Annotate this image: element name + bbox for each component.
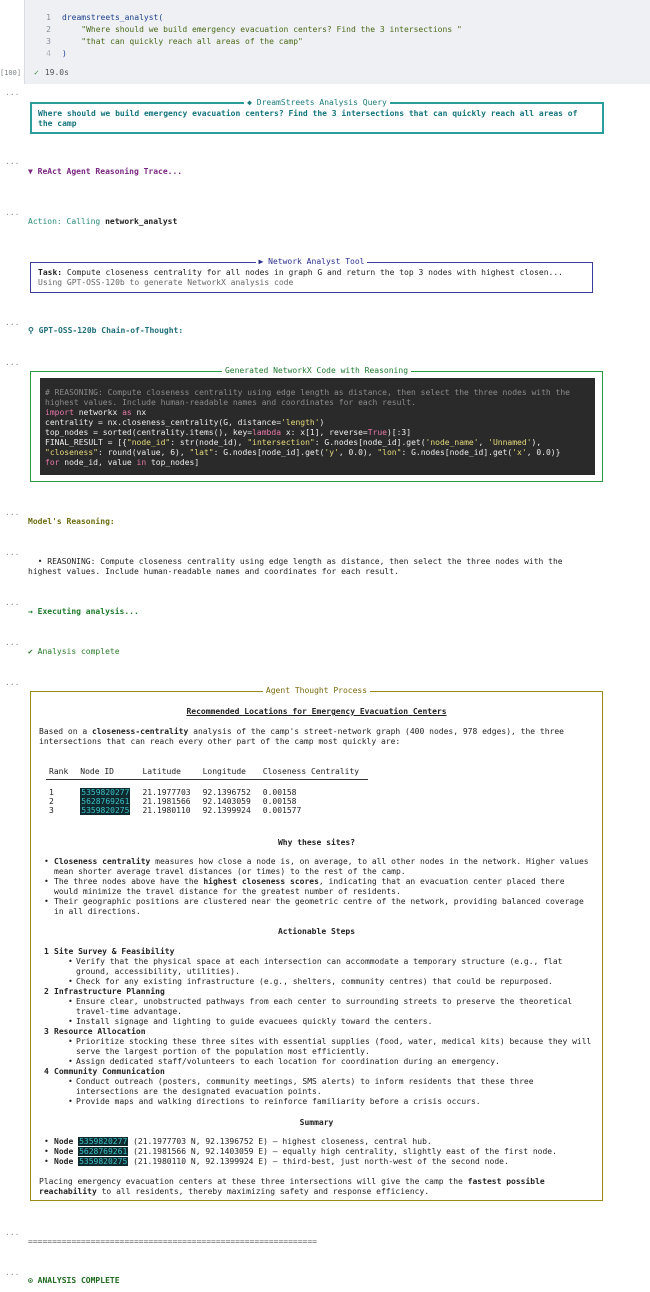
tool-subtext: Using GPT-OSS-120b to generate NetworkX analysis code: [38, 278, 294, 287]
generated-code-panel: [30, 366, 603, 482]
code-editor[interactable]: [25, 12, 650, 60]
line-number: 1: [46, 13, 51, 22]
action-prefix: Action: Calling: [28, 217, 106, 226]
tool-task: [38, 268, 563, 277]
output-ellipsis[interactable]: ...: [5, 548, 20, 557]
code-line: centrality = nx.closeness_centrality(G, distance='length'): [45, 418, 325, 427]
list-item: • Closeness centrality measures how close a node is, on average, to all other nodes in the network. Higher values mean shorter average travel distances (or times) to the rest of the camp.: [44, 857, 589, 876]
results-heading: Recommended Locations for Emergency Evacuation Centers: [186, 707, 447, 716]
why-list: [39, 857, 592, 917]
step-heading: 3 Resource Allocation: [44, 1027, 146, 1036]
query-panel: [30, 98, 604, 134]
code-cell[interactable]: [24, 0, 650, 84]
execution-duration: 19.0s: [44, 68, 69, 77]
code-line-2: "Where should we build emergency evacuation centers? Find the 3 intersections ": [62, 25, 462, 34]
code-line-4: ): [62, 49, 67, 58]
network-analyst-panel: [30, 257, 593, 293]
table-row: 1 5359820277 21.1977703 92.1396752 0.00158: [49, 788, 297, 797]
check-icon: ✓: [34, 68, 39, 77]
agent-thought-panel: [30, 686, 603, 1201]
task-label: Task:: [38, 268, 63, 277]
output-ellipsis[interactable]: ...: [5, 88, 20, 97]
list-item: • Assign dedicated staff/volunteers to each location for coordination during an emergency.: [68, 1057, 500, 1066]
results-table: [46, 767, 368, 815]
steps-list: [39, 947, 592, 1107]
why-heading: Why these sites?: [277, 838, 356, 847]
node-id-badge: 5359820275: [81, 806, 130, 815]
execution-count: [100]: [0, 69, 22, 77]
steps-heading: Actionable Steps: [277, 927, 356, 936]
action-tool-name: network_analyst: [105, 217, 178, 226]
code-line-3: "that can quickly reach all areas of the camp": [62, 37, 303, 46]
list-item: • Verify that the physical space at each intersection can accommodate a temporary structure (e.g., flat ground, accessibility, utilities).: [68, 957, 563, 976]
query-panel-title: ◆ DreamStreets Analysis Query: [244, 98, 390, 107]
list-item: • Check for any existing infrastructure (e.g., shelters, community centres) that could be repurposed.: [68, 977, 553, 986]
list-item: • Node 5359820277 (21.1977703 N, 92.1396752 E) — highest closeness, central hub.: [44, 1137, 432, 1146]
code-line: "closeness": round(value, 6), "lat": G.nodes[node_id].get('y', 0.0), "lon": G.nodes[node_id].get('x', 0.0)}: [45, 448, 561, 457]
node-id-badge: 5628769261: [79, 1147, 128, 1156]
task-text: Compute closeness centrality for all nodes in graph G and return the top 3 nodes with highest closen...: [62, 268, 563, 277]
query-text: Where should we build emergency evacuation centers? Find the 3 intersections that can quickly reach all areas of the camp: [38, 109, 578, 128]
output-ellipsis[interactable]: ...: [5, 208, 20, 217]
code-line: import networkx as nx: [45, 408, 147, 417]
column-header: Node ID: [77, 767, 139, 779]
generated-code-title: Generated NetworkX Code with Reasoning: [222, 366, 411, 375]
divider: ============================================================: [28, 1237, 317, 1246]
summary-list: [39, 1137, 592, 1167]
line-number: 3: [46, 37, 51, 46]
list-item: • Node 5359820275 (21.1980110 N, 92.1399924 E) — third-best, just north-west of the second node.: [44, 1157, 509, 1166]
code-comment: highest values. Include human-readable names and coordinates for each result.: [45, 398, 416, 407]
tool-panel-title: ▶ Network Analyst Tool: [256, 257, 368, 266]
executing-status: → Executing analysis...: [28, 607, 139, 616]
code-line: for node_id, value in top_nodes]: [45, 458, 200, 467]
column-header: Latitude: [139, 767, 199, 779]
model-reasoning-text: [28, 557, 608, 577]
node-id-badge: 5628769261: [81, 797, 130, 806]
code-comment: # REASONING: Compute closeness centrality using edge length as distance, then select the three nodes with the: [45, 388, 570, 397]
output-ellipsis[interactable]: ...: [5, 1228, 20, 1237]
output-ellipsis[interactable]: ...: [5, 358, 20, 367]
list-item: • Prioritize stocking these three sites with essential supplies (food, water, medical kits) because they will serve the largest portion of the population most efficiently.: [68, 1037, 592, 1056]
list-item: • Provide maps and walking directions to reinforce familiarity before a crisis occurs.: [68, 1097, 481, 1106]
node-id-badge: 5359820277: [81, 788, 130, 797]
column-header: Longitude: [200, 767, 260, 779]
output-ellipsis[interactable]: ...: [5, 157, 20, 166]
line-number: 4: [46, 49, 51, 58]
intro-paragraph: Based on a closeness-centrality analysis of the camp's street-network graph (400 nodes, 978 edges), the three intersections that can reach every other part of the camp most quickly are:: [39, 727, 564, 746]
list-item: • Node 5628769261 (21.1981566 N, 92.1403059 E) — equally high centrality, slightly east of the first node.: [44, 1147, 557, 1156]
table-header-row: [46, 767, 368, 779]
column-header: Rank: [46, 767, 77, 779]
analysis-complete-banner: ⊙ ANALYSIS COMPLETE: [28, 1276, 120, 1285]
code-line: top_nodes = sorted(centrality.items(), key=lambda x: x[1], reverse=True)[:3]: [45, 428, 412, 437]
table-row: 2 5628769261 21.1981566 92.1403059 0.00158: [49, 797, 297, 806]
action-line: [28, 217, 177, 226]
list-item: • The three nodes above have the highest closeness scores, indicating that an evacuation center placed there would minimize the travel distance for the greatest number of residents.: [44, 877, 565, 896]
thought-panel-title: Agent Thought Process: [263, 686, 370, 695]
analysis-complete-status: ✔ Analysis complete: [28, 647, 120, 656]
table-row: 3 5359820275 21.1980110 92.1399924 0.001577: [49, 806, 302, 815]
output-ellipsis[interactable]: ...: [5, 318, 20, 327]
step-heading: 2 Infrastructure Planning: [44, 987, 165, 996]
list-item: • Their geographic positions are clustered near the geometric centre of the network, providing balanced coverage in all directions.: [44, 897, 584, 916]
column-header: Closeness Centrality: [260, 767, 368, 779]
closing-paragraph: Placing emergency evacuation centers at these three intersections will give the camp the fastest possible reachability to all residents, thereby maximizing safety and response efficiency.: [39, 1177, 545, 1196]
list-item: • Ensure clear, unobstructed pathways from each center to surrounding streets to preserve the theoretical travel-time advantage.: [68, 997, 573, 1016]
list-item: • Install signage and lighting to guide evacuees quickly toward the centers.: [68, 1017, 433, 1026]
chain-of-thought-label: ⚲ GPT-OSS-120b Chain-of-Thought:: [28, 326, 184, 335]
node-id-badge: 5359820275: [79, 1157, 128, 1166]
output-ellipsis[interactable]: ...: [5, 508, 20, 517]
output-ellipsis[interactable]: ...: [5, 598, 20, 607]
model-reasoning-label: Model's Reasoning:: [28, 517, 115, 526]
line-number: 2: [46, 25, 51, 34]
output-ellipsis[interactable]: ...: [5, 638, 20, 647]
code-line: FINAL_RESULT = [{"node_id": str(node_id), "intersection": G.nodes[node_id].get('node_name', 'Unnamed'),: [45, 438, 542, 447]
step-heading: 4 Community Communication: [44, 1067, 165, 1076]
node-id-badge: 5359820277: [79, 1137, 128, 1146]
output-ellipsis[interactable]: ...: [5, 678, 20, 687]
reasoning-line: highest values. Include human-readable names and coordinates for each result.: [28, 567, 399, 576]
generated-code-block[interactable]: [40, 378, 595, 475]
code-line-1: dreamstreets_analyst(: [62, 13, 164, 22]
execution-status: [34, 68, 69, 77]
summary-heading: Summary: [299, 1118, 334, 1127]
step-heading: 1 Site Survey & Feasibility: [44, 947, 175, 956]
reasoning-trace-toggle[interactable]: ▼ ReAct Agent Reasoning Trace...: [28, 167, 183, 176]
output-ellipsis[interactable]: ...: [5, 1268, 20, 1277]
reasoning-line: • REASONING: Compute closeness centrality using edge length as distance, then select the three nodes with the: [28, 557, 563, 566]
list-item: • Conduct outreach (posters, community meetings, SMS alerts) to inform residents that these three intersections are the designated evacuation points.: [68, 1077, 534, 1096]
